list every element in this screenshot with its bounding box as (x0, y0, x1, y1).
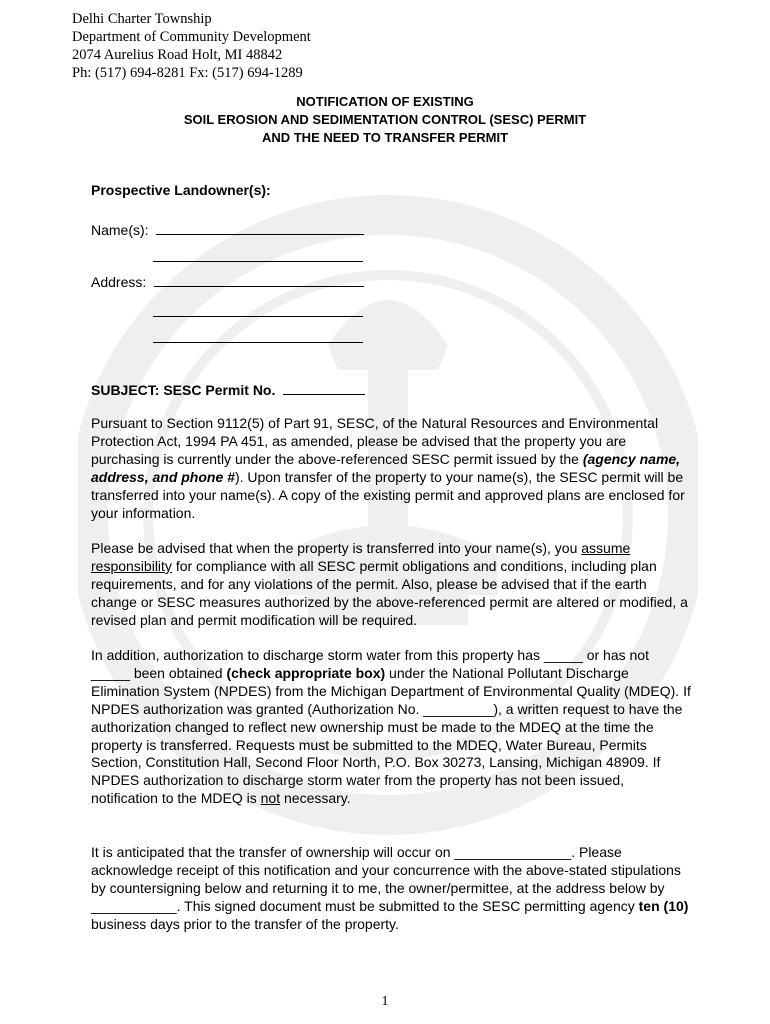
page-number: 1 (381, 994, 389, 1009)
agency-placeholder: (agency name, address, and phone # (91, 450, 681, 485)
subject-label: SUBJECT: SESC Permit No. (91, 382, 276, 398)
letterhead-address: 2074 Aurelius Road Holt, MI 48842 (72, 47, 283, 63)
letterhead-department: Department of Community Development (72, 29, 311, 45)
address-field-line-3[interactable] (153, 328, 363, 343)
address-label: Address: (91, 274, 147, 290)
address-field-line-1[interactable] (154, 272, 364, 287)
subject-row (91, 380, 365, 398)
not-emphasis: not (260, 790, 281, 807)
names-row-2 (153, 247, 363, 265)
address-row-2 (153, 302, 363, 320)
names-row (91, 220, 364, 238)
check-box-instruction: (check appropriate box) (226, 664, 386, 681)
permit-number-field-line[interactable] (283, 380, 365, 395)
names-field-line-1[interactable] (156, 220, 364, 235)
paragraph-assume-responsibility: Please be advised that when the property is transferred into your name(s), you assume responsibility for compliance with all SESC permit obligations and conditions, including plan requirements, and for any violations of the permit. Also, please be advised that if the earth change or SESC measures authorized by the above-referenced permit are altered or modified, a revised plan and permit modification will be required. (91, 540, 688, 628)
letterhead-phone-fax: Ph: (517) 694-8281 Fx: (517) 694-1289 (72, 65, 303, 81)
address-row (91, 272, 364, 290)
document-title (0, 93, 770, 147)
letterhead (72, 10, 311, 82)
names-label: Name(s): (91, 222, 149, 238)
paragraph-npdes: In addition, authorization to discharge storm water from this property has _____ or has not _____ been obtained (check appropriate box) under the National Pollutant Discharge Elimination System (NPDES) from the Michigan Department of Environmental Quality (MDEQ). If NPDES authorization was granted (Authorization No. _________), a written request to have the authorization changed to reflect new ownership must be made to the MDEQ at the time the property is transferred. Requests must be submitted to the MDEQ, Water Bureau, Permits Section, Constitution Hall, Second Floor North, P.O. Box 30273, Lansing, Michigan 48909. If NPDES authorization to discharge storm water from the property has not been issued, notification to the MDEQ is not necessary. (91, 647, 691, 807)
paragraph-pursuant: Pursuant to Section 9112(5) of Part 91, SESC, of the Natural Resources and Environmental Protection Act, 1994 PA 451, as amended, please be advised that the property you are purchasing is currently under the above-referenced SESC permit issued by the (agency name, address, and phone #). Upon transfer of the property to your name(s), the SESC permit will be transferred into your name(s). A copy of the existing permit and approved plans are enclosed for your information. (91, 415, 685, 521)
prospective-landowner-heading: Prospective Landowner(s): (91, 182, 271, 198)
letterhead-township: Delhi Charter Township (72, 11, 212, 27)
names-field-line-2[interactable] (153, 247, 363, 262)
address-row-3 (153, 328, 363, 346)
paragraph-transfer-date: It is anticipated that the transfer of ownership will occur on _______________. Please acknowledge receipt of this notification and your concurrence with the above-stated stipulations by countersigning below and returning it to me, the owner/permittee, at the address below by ___________. This signed document must be submitted to the SESC permitting agency ten (10) business days prior to the transfer of the property. (91, 844, 689, 932)
ten-days-emphasis: ten (10) (638, 897, 689, 914)
title-line-1: NOTIFICATION OF EXISTING (296, 94, 474, 109)
address-field-line-2[interactable] (153, 302, 363, 317)
title-line-2: SOIL EROSION AND SEDIMENTATION CONTROL (SESC) PERMIT (183, 112, 587, 127)
assume-responsibility-text: assume responsibility (91, 540, 631, 574)
title-line-3: AND THE NEED TO TRANSFER PERMIT (261, 130, 509, 145)
